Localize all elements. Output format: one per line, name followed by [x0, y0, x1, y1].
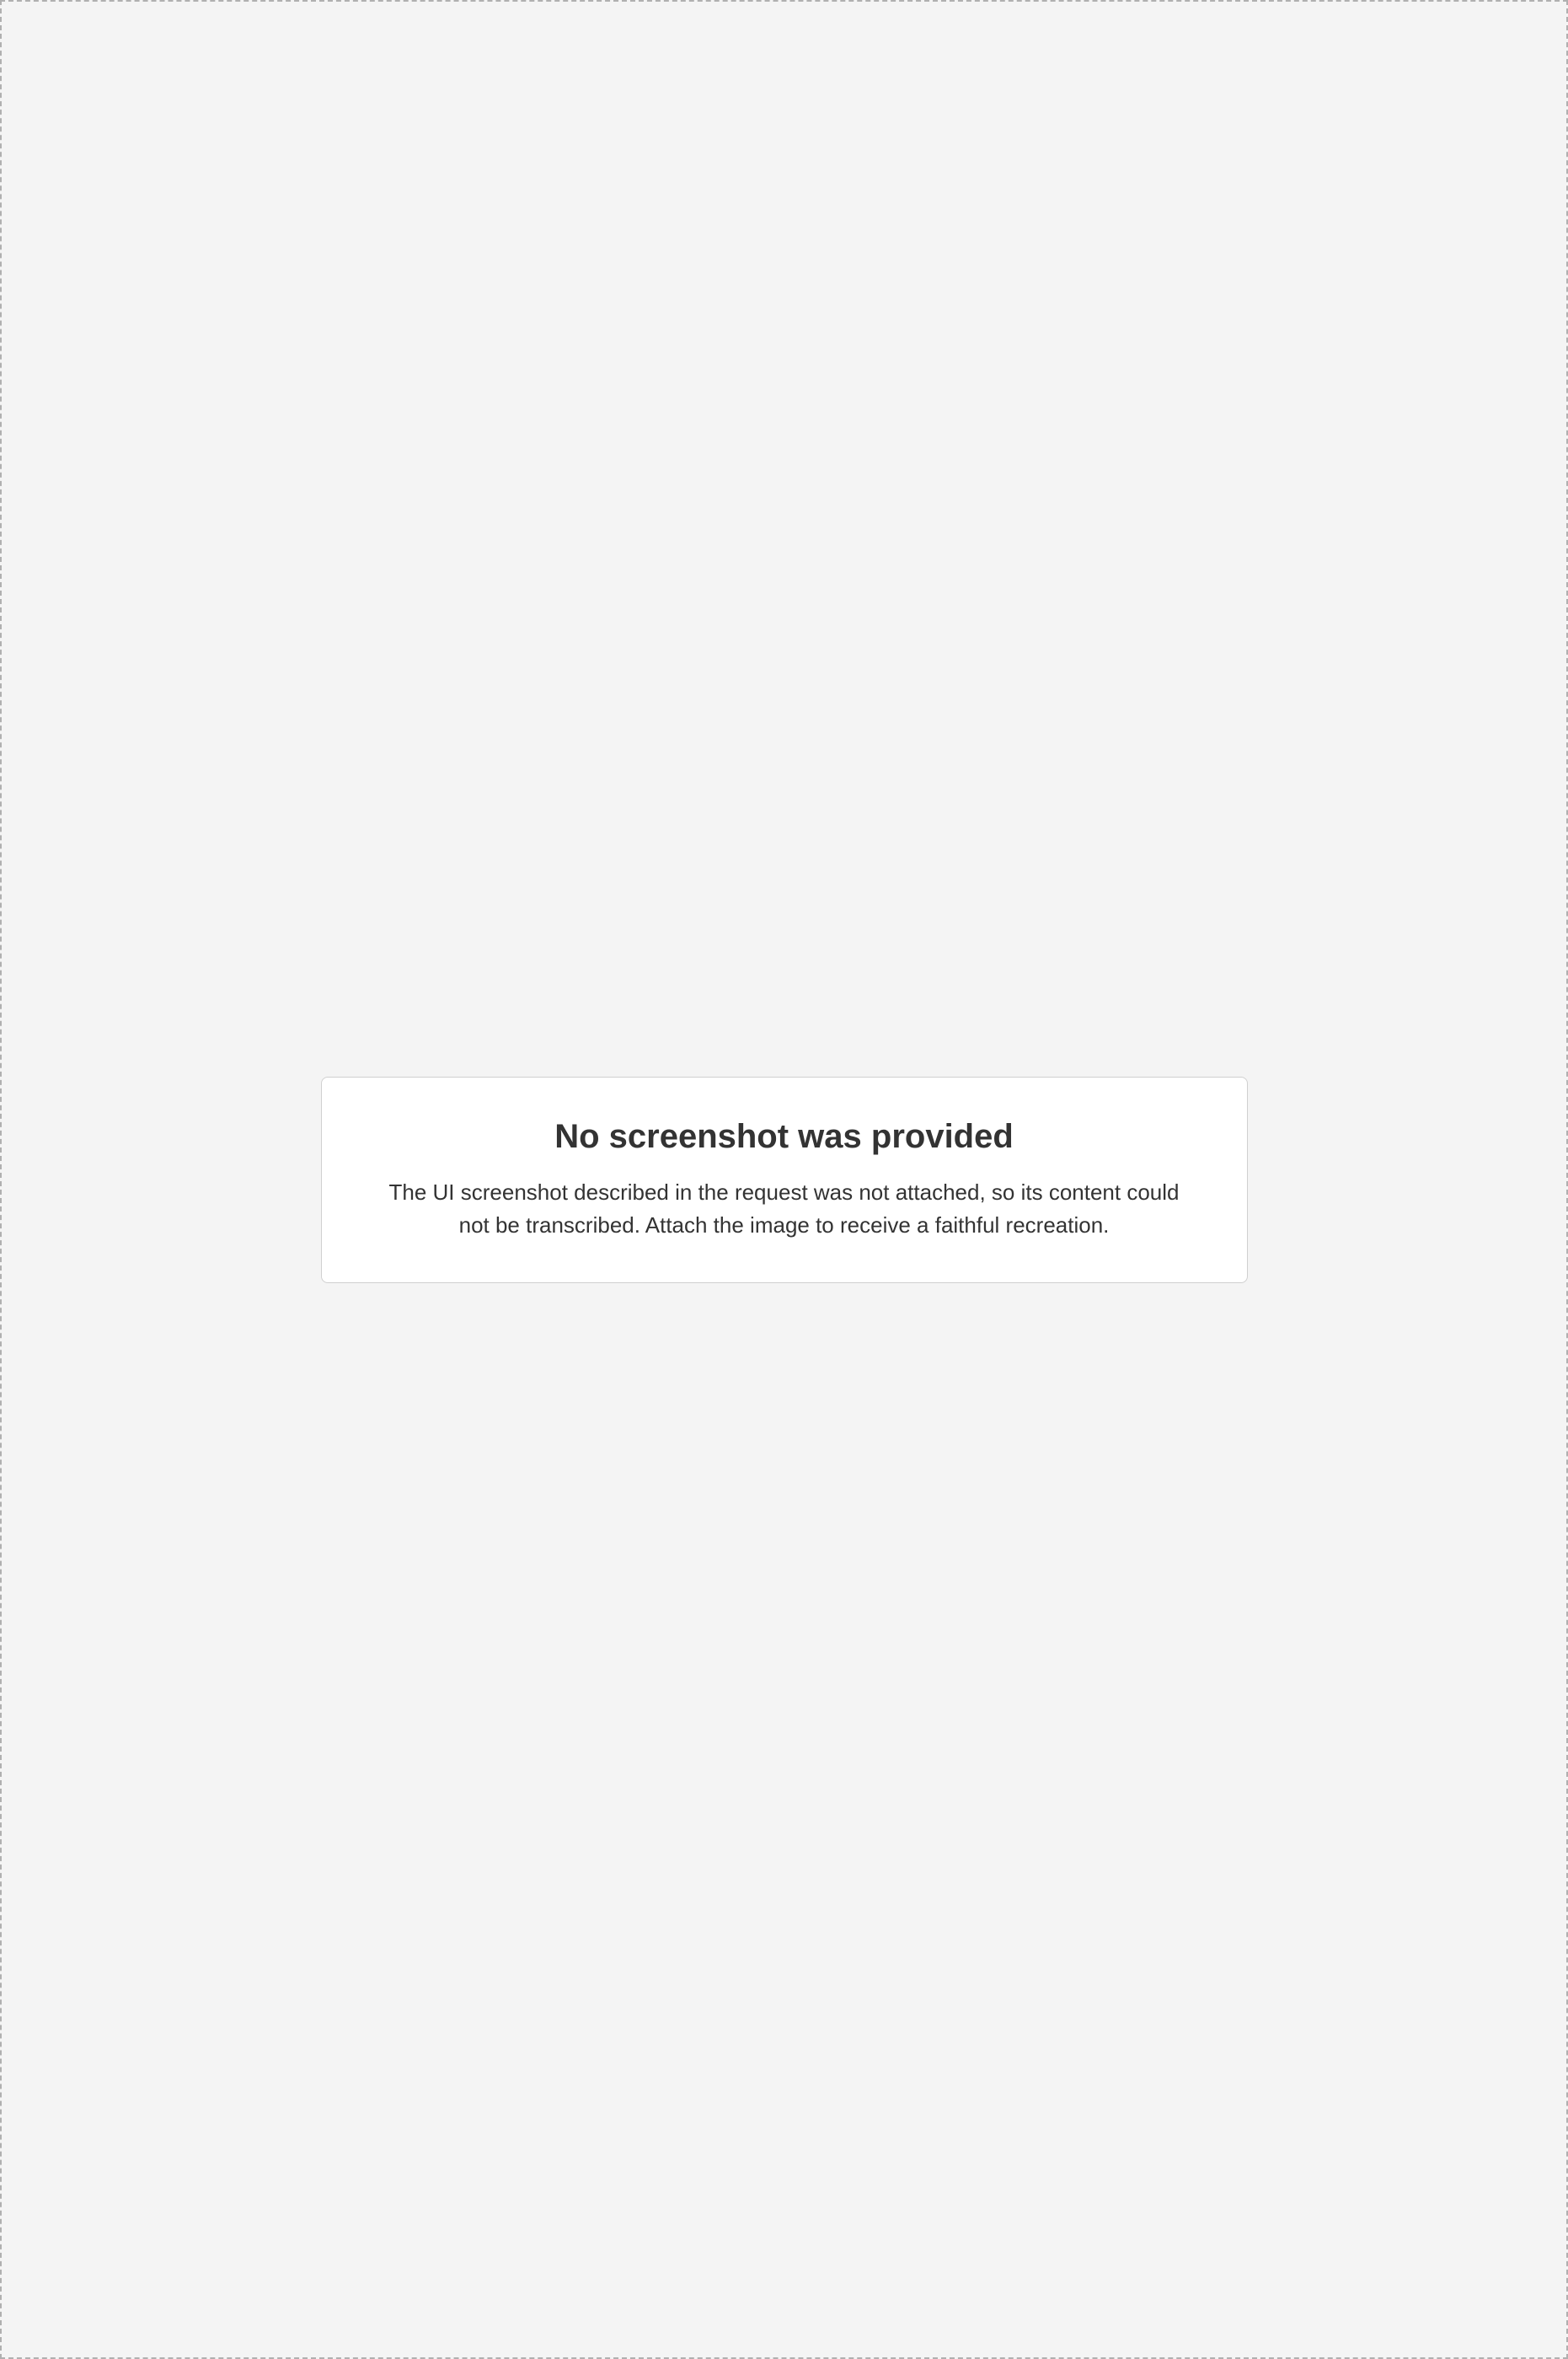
missing-image-notice	[321, 1077, 1248, 1283]
notice-heading: No screenshot was provided	[554, 1117, 1014, 1155]
notice-detail: The UI screenshot described in the request was not attached, so its content could not be transcribed. Attach the image to receive a faithful recreation.	[388, 1179, 1180, 1238]
